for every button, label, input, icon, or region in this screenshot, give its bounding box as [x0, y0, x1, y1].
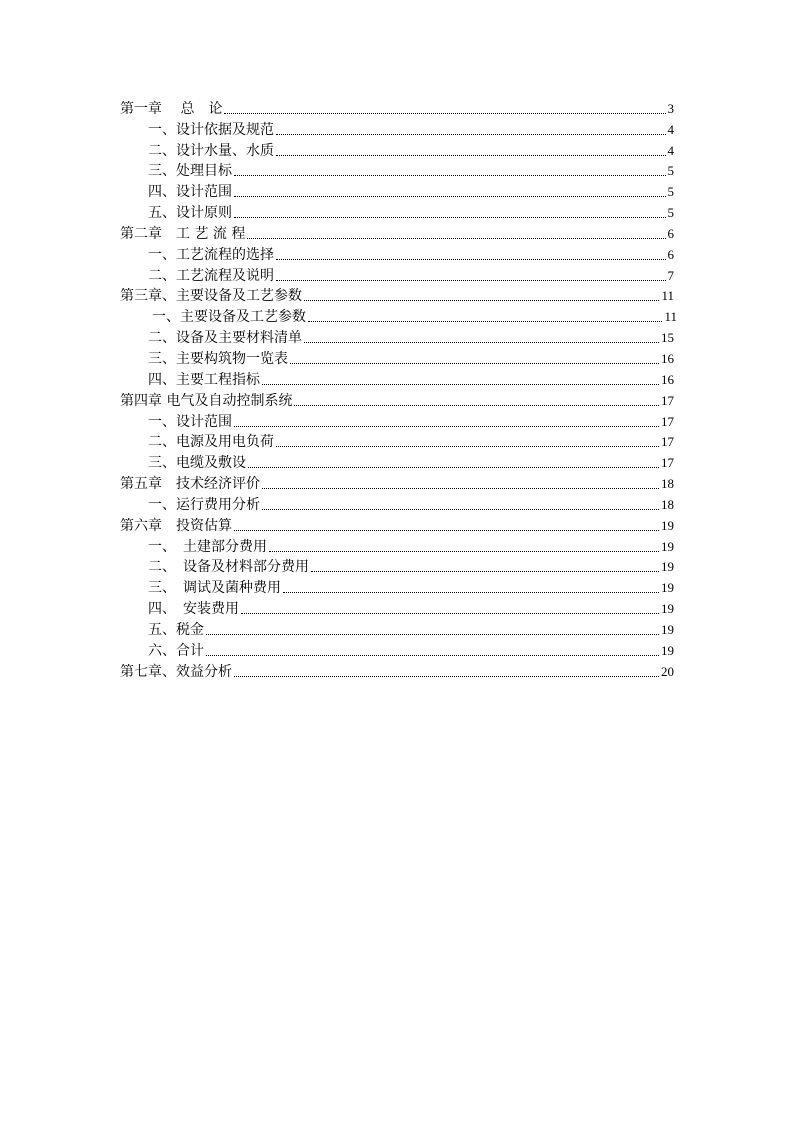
dot-leader — [262, 383, 659, 385]
toc-entry-page: 19 — [661, 580, 674, 596]
toc-entry-page: 19 — [661, 538, 674, 554]
toc-entry-title: 一、运行费用分析 — [148, 496, 260, 513]
toc-entry-title: 第六章 投资估算 — [120, 517, 232, 534]
toc-entry[interactable] — [120, 200, 674, 221]
table-of-contents — [120, 96, 677, 680]
toc-entry-title: 一、主要设备及工艺参数 — [152, 309, 306, 326]
toc-entry-title: 五、税金 — [148, 621, 204, 638]
toc-entry[interactable] — [120, 638, 674, 659]
toc-entry[interactable] — [120, 555, 674, 576]
toc-entry-page: 19 — [661, 621, 674, 637]
toc-entry-title: 第一章 总 论 — [120, 100, 223, 117]
toc-entry[interactable] — [120, 492, 674, 513]
toc-entry-page: 18 — [661, 496, 674, 512]
toc-entry-page: 6 — [667, 225, 674, 241]
toc-entry-page: 17 — [661, 392, 674, 408]
toc-entry-title: 第七章、效益分析 — [120, 663, 232, 680]
toc-entry[interactable] — [120, 596, 674, 617]
dot-leader — [234, 216, 666, 218]
dot-leader — [276, 445, 659, 447]
toc-entry-page: 20 — [661, 663, 674, 679]
dot-leader — [234, 425, 659, 427]
toc-entry-page: 15 — [661, 330, 674, 346]
toc-entry-title: 六、合计 — [148, 642, 204, 659]
toc-entry[interactable] — [120, 513, 674, 534]
toc-entry-page: 5 — [667, 163, 674, 179]
toc-entry-page: 16 — [661, 350, 674, 366]
toc-entry-title: 四、 安装费用 — [148, 601, 239, 618]
toc-entry-page: 16 — [661, 371, 674, 387]
toc-entry-page: 3 — [667, 100, 674, 116]
toc-entry-page: 5 — [667, 184, 674, 200]
toc-entry-page: 6 — [667, 246, 674, 262]
dot-leader — [290, 362, 659, 364]
dot-leader — [234, 675, 659, 677]
toc-entry-title: 二、 设备及材料部分费用 — [148, 559, 309, 576]
toc-entry-title: 第四章 电气及自动控制系统 — [120, 392, 293, 409]
toc-entry-title: 三、电缆及敷设 — [148, 455, 246, 472]
toc-entry-page: 19 — [661, 642, 674, 658]
toc-entry-title: 第二章 工 艺 流 程 — [120, 225, 246, 242]
toc-entry[interactable] — [120, 659, 674, 680]
toc-entry[interactable] — [120, 346, 674, 367]
toc-entry[interactable] — [120, 96, 674, 117]
dot-leader — [234, 195, 666, 197]
toc-entry-title: 三、处理目标 — [148, 163, 232, 180]
toc-entry[interactable] — [120, 430, 674, 451]
toc-entry[interactable] — [120, 221, 674, 242]
dot-leader — [308, 320, 662, 322]
toc-entry[interactable] — [120, 534, 674, 555]
toc-entry-title: 三、 调试及菌种费用 — [148, 580, 281, 597]
toc-entry[interactable] — [120, 471, 674, 492]
toc-entry-page: 19 — [661, 601, 674, 617]
toc-entry-page: 11 — [664, 309, 677, 325]
toc-entry[interactable] — [120, 242, 674, 263]
toc-entry-page: 17 — [661, 434, 674, 450]
dot-leader — [234, 529, 659, 531]
dot-leader — [311, 570, 659, 572]
toc-entry[interactable] — [120, 388, 674, 409]
toc-entry[interactable] — [120, 138, 674, 159]
toc-entry[interactable] — [120, 117, 674, 138]
toc-entry-page: 7 — [667, 267, 674, 283]
toc-entry-page: 19 — [661, 559, 674, 575]
dot-leader — [276, 258, 666, 260]
dot-leader — [248, 466, 659, 468]
toc-entry-page: 4 — [667, 142, 674, 158]
toc-entry[interactable] — [120, 263, 674, 284]
toc-entry-title: 四、主要工程指标 — [148, 371, 260, 388]
toc-entry-title: 二、设计水量、水质 — [148, 142, 274, 159]
dot-leader — [283, 591, 659, 593]
toc-entry-page: 17 — [661, 413, 674, 429]
toc-entry[interactable] — [120, 179, 674, 200]
dot-leader — [276, 154, 666, 156]
dot-leader — [304, 299, 659, 301]
toc-entry-title: 二、工艺流程及说明 — [148, 267, 274, 284]
dot-leader — [276, 133, 666, 135]
toc-entry-title: 一、 土建部分费用 — [148, 538, 267, 555]
dot-leader — [234, 174, 666, 176]
toc-entry-title: 第三章、主要设备及工艺参数 — [120, 288, 302, 305]
dot-leader — [294, 404, 659, 406]
toc-entry[interactable] — [120, 304, 677, 326]
toc-entry-title: 一、工艺流程的选择 — [148, 246, 274, 263]
dot-leader — [304, 341, 659, 343]
dot-leader — [224, 112, 665, 114]
toc-entry-page: 4 — [667, 121, 674, 137]
toc-entry-title: 二、电源及用电负荷 — [148, 434, 274, 451]
dot-leader — [262, 508, 659, 510]
toc-entry-title: 一、设计范围 — [148, 413, 232, 430]
toc-entry[interactable] — [120, 284, 674, 305]
toc-entry-title: 二、设备及主要材料清单 — [148, 330, 302, 347]
toc-entry[interactable] — [120, 325, 674, 346]
toc-entry[interactable] — [120, 450, 674, 471]
toc-entry-page: 18 — [661, 476, 674, 492]
toc-entry-title: 三、主要构筑物一览表 — [148, 350, 288, 367]
toc-entry-page: 17 — [661, 455, 674, 471]
dot-leader — [276, 279, 666, 281]
dot-leader — [206, 633, 659, 635]
toc-entry[interactable] — [120, 409, 674, 430]
toc-entry[interactable] — [120, 575, 674, 596]
toc-entry-title: 第五章 技术经济评价 — [120, 476, 260, 493]
toc-entry-page: 19 — [661, 517, 674, 533]
dot-leader — [262, 487, 659, 489]
dot-leader — [247, 237, 665, 239]
toc-entry-page: 5 — [667, 205, 674, 221]
toc-entry-title: 一、设计依据及规范 — [148, 121, 274, 138]
toc-entry-page: 11 — [661, 288, 674, 304]
toc-entry[interactable] — [120, 617, 674, 638]
toc-entry-title: 四、设计范围 — [148, 184, 232, 201]
dot-leader — [269, 550, 659, 552]
toc-entry[interactable] — [120, 367, 674, 388]
toc-entry[interactable] — [120, 159, 674, 180]
toc-entry-title: 五、设计原则 — [148, 205, 232, 222]
dot-leader — [241, 612, 659, 614]
dot-leader — [206, 654, 659, 656]
